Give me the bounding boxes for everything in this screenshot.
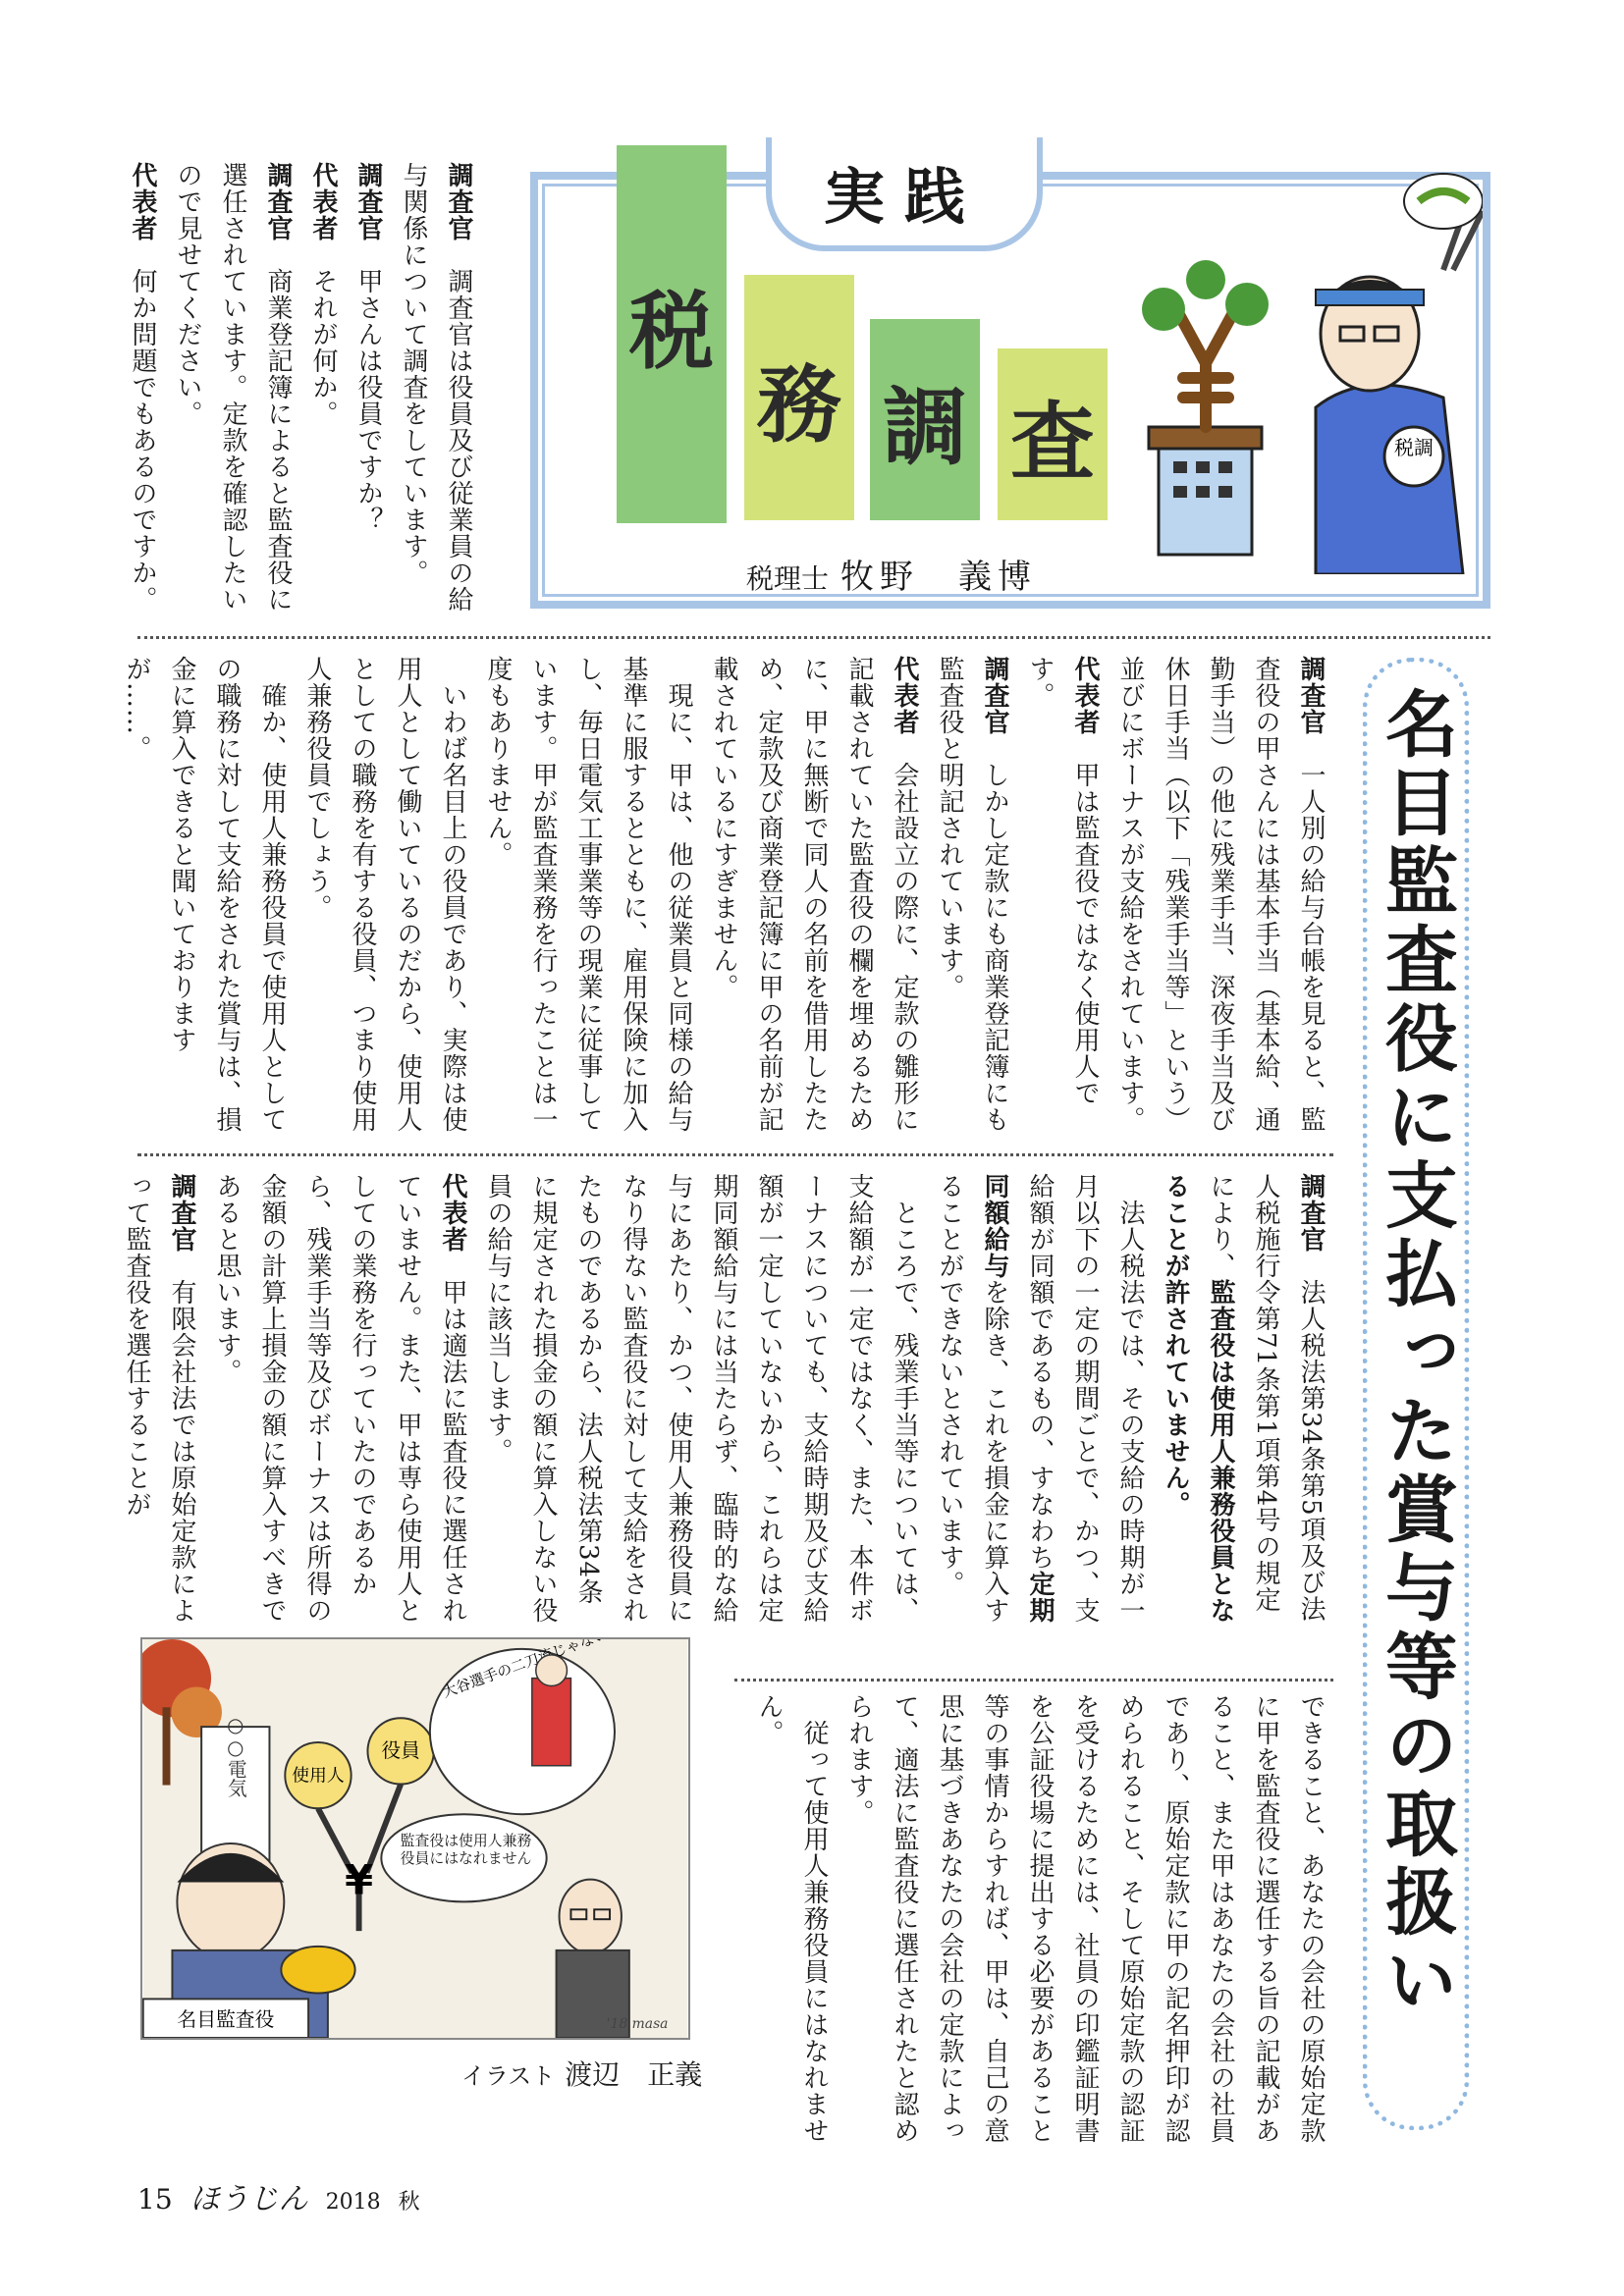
- inspector-figure: [1316, 174, 1483, 574]
- law-text: [122, 1173, 1333, 1629]
- yen-plug-icon: ¥: [345, 1855, 374, 1904]
- speech-text: 監査役は使用人兼務役員にはなれません: [400, 1832, 532, 1867]
- author-role: 税理士: [746, 562, 830, 595]
- artist-signature: '18 masa: [606, 2016, 669, 2033]
- magazine-name: ほうじん: [189, 2182, 308, 2216]
- intro-text: [128, 162, 481, 623]
- bulb-label-1: 使用人: [292, 1765, 345, 1787]
- page-footer: [137, 2174, 420, 2217]
- intro-line-4: 調査官 商業登記簿によると監査役に選任されています。定款を確認したいので見せてください。: [173, 162, 293, 613]
- nameplate-text: 名目監査役: [177, 2008, 275, 2032]
- continuation-text: [734, 1693, 1333, 2155]
- mid-para-6: いわば名目上の役員であり、実際は使用人として働いているのだから、使用人としての職務を有する役員、つまり使用人兼務役員でしょう。: [302, 656, 467, 1133]
- badge-text: 税調: [1394, 436, 1434, 459]
- illustration-credit: [461, 2054, 702, 2093]
- company-sign-text: ○○電気: [224, 1714, 247, 1798]
- law-para-1: 調査官 法人税法第34条第5項及び法人税施行令第71条第1項第4号の規定により、監査役は使用人兼務役員となることが許されていません。: [1161, 1173, 1326, 1624]
- series-label: 実践: [823, 160, 985, 233]
- issue-year: 2018: [325, 2190, 381, 2215]
- cartoon-illustration: [140, 1637, 690, 2040]
- title-kanji-3: 調: [870, 319, 980, 520]
- cont-para-1: できること、あなたの会社の原始定款に甲を監査役に選任する旨の記載があること、また甲はあなたの会社の社員であり、原始定款に甲の記名押印が認められること、そして原始定款の認証を受けるためには、社員の印鑑証明書を公証役場に提出する必要があること等の事情からすれば、甲は、自己の意思に基づきあなたの会社の定款によって、適法に監査役に選任されたと認められます。: [844, 1693, 1326, 2144]
- cont-para-2: 従って使用人兼務役員にはなれません。: [754, 1693, 829, 2144]
- intro-line-1: 調査官 調査官は役員及び従業員の給与関係について調査をしています。: [399, 162, 473, 613]
- mid-para-2: 代表者 甲は監査役ではなく使用人です。: [1025, 656, 1100, 1106]
- intro-line-3: 代表者 それが何か。: [308, 162, 338, 427]
- title-kanji-2: 務: [744, 275, 854, 520]
- intro-line-5: 代表者 何か問題でもあるのですか。: [128, 162, 157, 613]
- law-para-5: 調査官 有限会社法では原始定款によって監査役を選任することが: [122, 1173, 196, 1624]
- page-number: 15: [137, 2183, 173, 2216]
- title-kanji-1: 税: [617, 145, 727, 523]
- issue-season: 秋: [398, 2190, 420, 2215]
- illustration-credit-name: 渡辺 正義: [565, 2058, 703, 2091]
- article-title-frame: [1363, 658, 1469, 2130]
- bulb-label-2: 役員: [381, 1738, 420, 1762]
- middle-text: [122, 656, 1333, 1142]
- intro-line-2: 調査官 甲さんは役員ですか？: [353, 162, 383, 533]
- article-title: 名目監査役に支払った賞与等の取扱い: [1374, 686, 1458, 2021]
- title-kanji-4: 査: [998, 348, 1108, 520]
- author-name: 牧野 義博: [840, 558, 1038, 597]
- author-line: [746, 550, 1037, 598]
- speech-bubble: [381, 1814, 546, 1901]
- mid-para-3: 調査官 しかし定款にも商業登記簿にも監査役と明記されています。: [935, 656, 1009, 1133]
- illustration-credit-role: イラスト: [461, 2062, 556, 2090]
- inspector-cartoon: [557, 1880, 629, 2038]
- mid-para-4: 代表者 会社設立の際に、定款の雛形に記載されていた監査役の欄を埋めるために、甲に無断で同人の名前を借用したため、定款及び商業登記簿に甲の名前が記載されているにすぎません。: [709, 656, 919, 1133]
- law-para-3: ところで、残業手当等については、支給額が一定ではなく、また、本件ボーナスについても、支給時期及び支給額が一定していないから、これらは定期同額給与には当たらず、臨時的な給与にあたり、かつ、使用人兼務役員になり得ない監査役に対して支給をされたものであるから、法人税法第34条に規定された損金の額に算入しない役員の給与に該当します。: [483, 1173, 919, 1624]
- series-label-frame: [766, 137, 1043, 251]
- divider-mid: [137, 1153, 1333, 1156]
- mid-para-7: 確か、使用人兼務役員で使用人としての職務に対して支給をされた賞与は、損金に算入できると聞いておりますが……。: [122, 656, 287, 1133]
- law-para-4: 代表者 甲は適法に監査役に選任されていません。また、甲は専ら使用人としての業務を行っていたのであるから、残業手当等及びボーナスは所得の金額の計算上損金の額に算入すべきであると思います。: [212, 1173, 467, 1624]
- divider-cont: [734, 1679, 1333, 1682]
- mid-para-5: 現に、甲は、他の従業員と同様の給与基準に服するとともに、雇用保険に加入し、毎日電気工事業等の現業に従事しています。甲が監査業務を行ったことは一度もありません。: [483, 656, 693, 1133]
- bonsai-yen-icon: [1142, 260, 1269, 555]
- divider-top: [137, 636, 1490, 639]
- header-cartoon: [1119, 162, 1483, 574]
- law-para-2: 法人税法では、その支給の時期が一月以下の一定の期間ごとで、かつ、支給額が同額であるもの、すなわち定期同額給与を除き、これを損金に算入することができないとされています。: [935, 1173, 1145, 1624]
- mid-para-1: 調査官 一人別の給与台帳を見ると、監査役の甲さんには基本手当（基本給、通勤手当）の他に残業手当、深夜手当及び休日手当（以下「残業手当等」という）並びにボーナスが支給をされています。: [1115, 656, 1326, 1133]
